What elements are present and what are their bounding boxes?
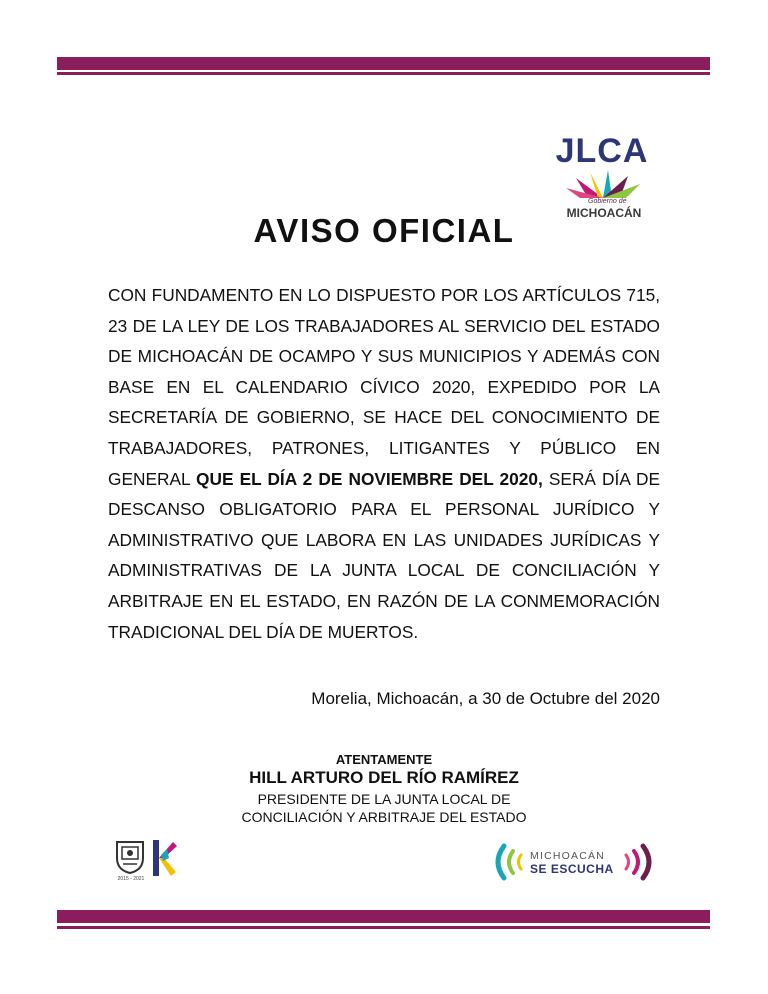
notice-body [108, 280, 660, 647]
k-logo-icon [151, 838, 177, 878]
monarch-butterfly-icon [564, 170, 642, 200]
logo-subtitle: Gobierno de [588, 198, 627, 205]
notice-body-highlight: QUE EL DÍA 2 DE NOVIEMBRE DEL 2020, [196, 468, 543, 489]
notice-body-part2: SERÁ DÍA DE DESCANSO OBLIGATORIO PARA EL PERSONAL JURÍDICO Y ADMINISTRATIVO QUE LABORA EN LAS UNIDADES JURÍDICAS Y ADMINISTRATIVAS DE LA JUNTA LOCAL DE CONCILIACIÓN Y ARBITRAJE EN EL ESTADO, EN RAZÓN DE LA CONMEMORACIÓN TRADICIONAL DEL DÍA DE MUERTOS. [108, 468, 660, 642]
signer-role-line1: PRESIDENTE DE LA JUNTA LOCAL DE [257, 791, 511, 807]
notice-title: AVISO OFICIAL [253, 212, 515, 249]
signature-closing: ATENTAMENTE [335, 752, 433, 767]
signer-name: HILL ARTURO DEL RÍO RAMÍREZ [249, 768, 519, 787]
notice-body-part1: CON FUNDAMENTO EN LO DISPUESTO POR LOS ARTÍCULOS 715, 23 DE LA LEY DE LOS TRABAJADORES AL SERVICIO DEL ESTADO DE MICHOACÁN DE OCAMPO Y SUS MUNICIPIOS Y ADEMÁS CON BASE EN EL CALENDARIO CÍVICO 2020, EXPEDIDO POR LA SECRETARÍA DE GOBIERNO, SE HACE DEL CONOCIMIENTO DE TRABAJADORES, PATRONES, LITIGANTES Y PÚBLICO EN GENERAL [108, 285, 660, 489]
signer-role-line2: CONCILIACIÓN Y ARBITRAJE DEL ESTADO [241, 809, 527, 825]
michoacan-se-escucha-logo [488, 840, 654, 884]
campaign-line2: SE ESCUCHA [530, 862, 614, 876]
campaign-line1: MICHOACÁN [530, 850, 605, 862]
bottom-band-line [57, 926, 710, 929]
place-date: Morelia, Michoacán, a 30 de Octubre del 2020 [311, 689, 660, 708]
jlca-logo [548, 132, 658, 222]
jlca-logo-text: JLCA [555, 132, 649, 170]
logo-state-name: MICHOACÁN [566, 206, 642, 220]
shield-years: 2015 - 2021 [117, 876, 145, 882]
top-band [57, 57, 710, 70]
top-band-line [57, 72, 710, 75]
bottom-band [57, 910, 710, 923]
state-shield-icon [113, 838, 147, 874]
